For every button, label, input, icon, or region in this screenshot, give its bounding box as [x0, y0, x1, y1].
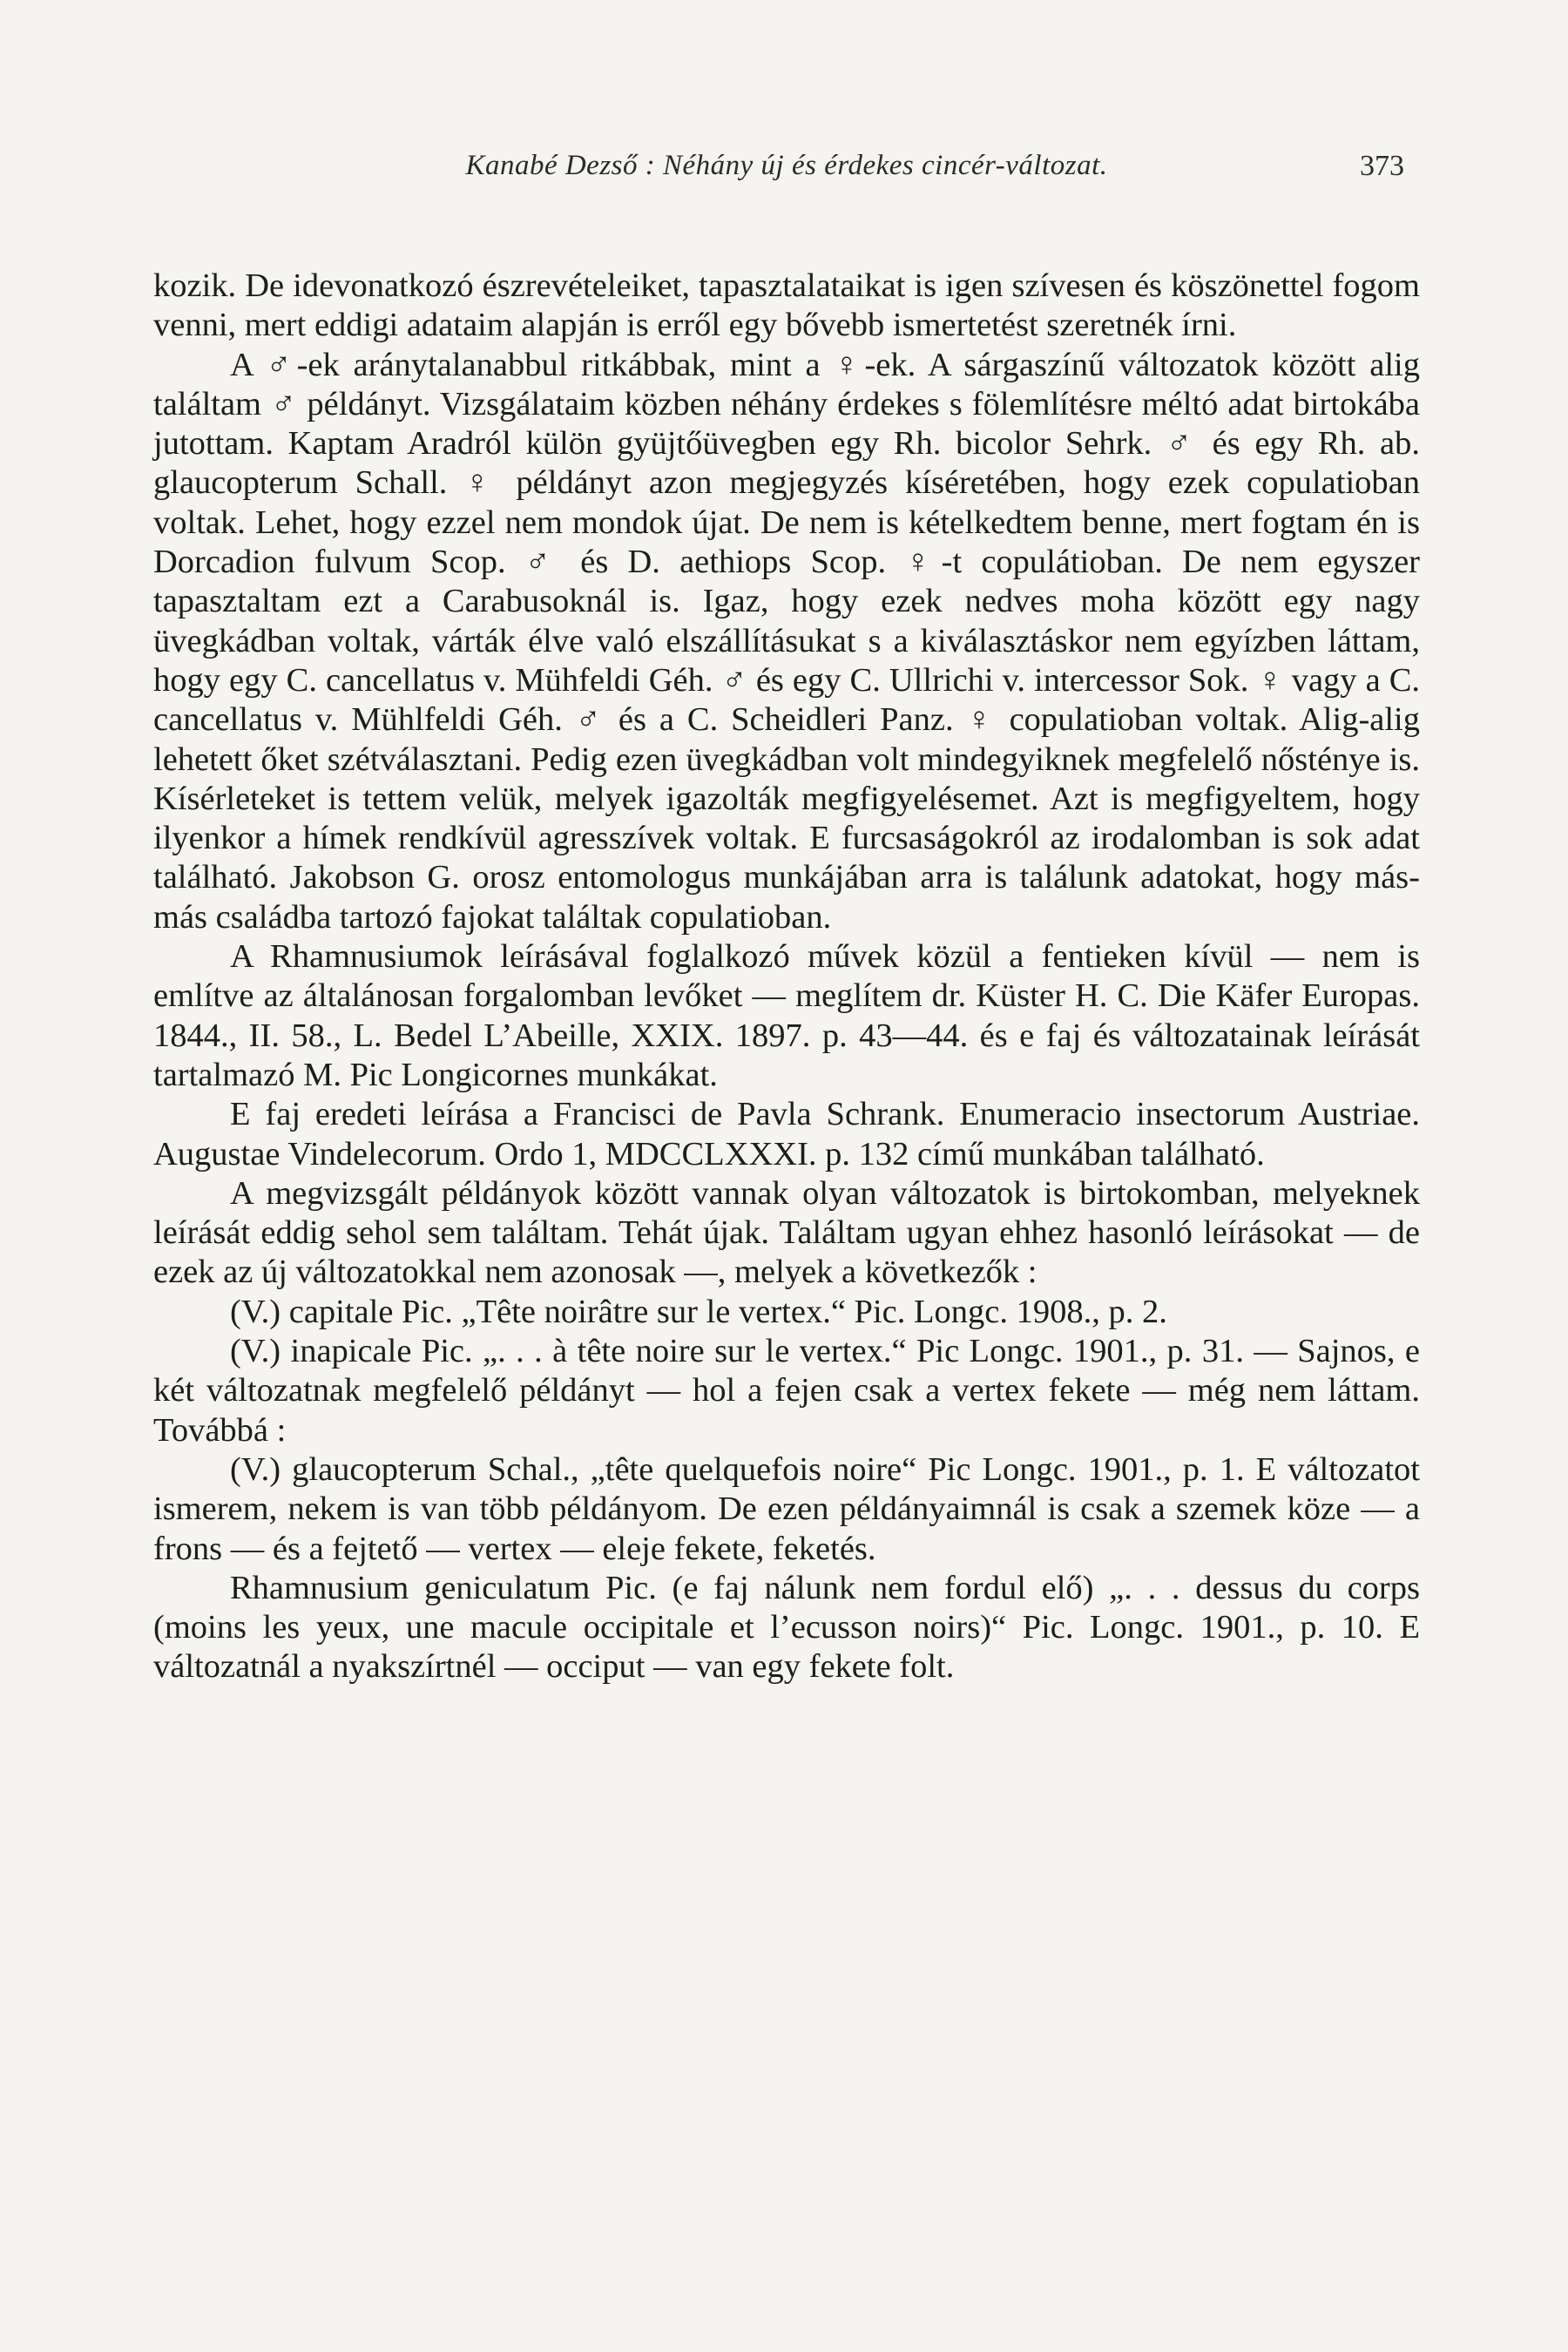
running-title: Kanabé Dezső : Néhány új és érdekes cincér-változat. — [465, 150, 1108, 181]
paragraph-5: A megvizsgált példányok között vannak olyan változatok is birtokomban, melyeknek leírását eddig sehol sem találtam. Tehát újak. Találtam ugyan ehhez hasonló leírásokat — de ezek az új változatokkal nem azonosak —, melyek a következők : — [153, 1174, 1420, 1291]
running-head — [153, 150, 1420, 193]
paragraph-1: kozik. De idevonatkozó észrevételeiket, tapasztalataikat is igen szívesen és köszönettel fogom venni, mert eddigi adataim alapján is erről egy bővebb ismertetést szeretnék írni. — [153, 267, 1420, 344]
paragraph-3: A Rhamnusiumok leírásával foglalkozó művek közül a fentieken kívül — nem is említve az általánosan forgalomban levőket — meglítem dr. Küster H. C. Die Käfer Europas. 1844., II. 58., L. Bedel L’Abeille, XXIX. 1897. p. 43—44. és e faj és változatainak leírását tartalmazó M. Pic Longicornes munkákat. — [153, 938, 1420, 1093]
paragraph-7: (V.) inapicale Pic. „. . . à tête noire sur le vertex.“ Pic Longc. 1901., p. 31. — Sajnos, e két változatnak megfelelő példányt — hol a fejen csak a vertex fekete — még nem láttam. Továbbá : — [153, 1333, 1420, 1449]
page-number: 373 — [1360, 150, 1404, 182]
paragraph-9: Rhamnusium geniculatum Pic. (e faj nálunk nem fordul elő) „. . . dessus du corps (moins les yeux, une macule occipitale et l’ecusson noirs)“ Pic. Longc. 1901., p. 10. E változatnál a nyakszírtnél — occiput — van egy fekete folt. — [153, 1569, 1420, 1686]
body-text — [153, 267, 1420, 1687]
paragraph-6: (V.) capitale Pic. „Tête noirâtre sur le vertex.“ Pic. Longc. 1908., p. 2. — [230, 1293, 1167, 1330]
paragraph-4: E faj eredeti leírása a Francisci de Pavla Schrank. Enumeracio insectorum Austriae. Augustae Vindelecorum. Ordo 1, MDCCLXXXI. p. 132 című munkában található. — [153, 1096, 1420, 1173]
paragraph-8: (V.) glaucopterum Schal., „tête quelquefois noire“ Pic Longc. 1901., p. 1. E változatot ismerem, nekem is van több példányom. De ezen példányaimnál is csak a szemek köze — a frons — és a fejtető — vertex — eleje fekete, feketés. — [153, 1450, 1420, 1567]
paragraph-2: A ♂-ek aránytalanabbul ritkábbak, mint a ♀-ek. A sárgaszínű változatok között alig találtam ♂ példányt. Vizsgálataim közben néhány érdekes s fölemlítésre méltó adat birtokába jutottam. Kaptam Aradról külön gyüjtőüvegben egy Rh. bicolor Sehrk. ♂ és egy Rh. ab. glaucopterum Schall. ♀ példányt azon megjegyzés kíséretében, hogy ezek copulatioban voltak. Lehet, hogy ezzel nem mondok újat. De nem is kételkedtem benne, mert fogtam én is Dorcadion fulvum Scop. ♂ és D. aethiops Scop. ♀-t copulátioban. De nem egyszer tapasztaltam ezt a Carabusoknál is. Igaz, hogy ezek nedves moha között egy nagy üvegkádban voltak, várták élve való elszállításukat s a kiválasztáskor nem egyízben láttam, hogy egy C. cancellatus v. Mühfeldi Géh. ♂ és egy C. Ullrichi v. intercessor Sok. ♀ vagy a C. cancellatus v. Mühlfeldi Géh. ♂ és a C. Scheidleri Panz. ♀ copulatioban voltak. Alig-alig lehetett őket szétválasztani. Pedig ezen üvegkádban volt mindegyiknek megfelelő nősténye is. Kísérleteket is tettem velük, melyek igazolták megfigyelésemet. Azt is megfigyeltem, hogy ilyenkor a hímek rendkívül agresszívek voltak. E furcsaságokról az irodalomban is sok adat található. Jakobson G. orosz entomologus munkájában arra is találunk adatokat, hogy más-más családba tartozó fajokat találtak copulatioban. — [153, 346, 1420, 936]
